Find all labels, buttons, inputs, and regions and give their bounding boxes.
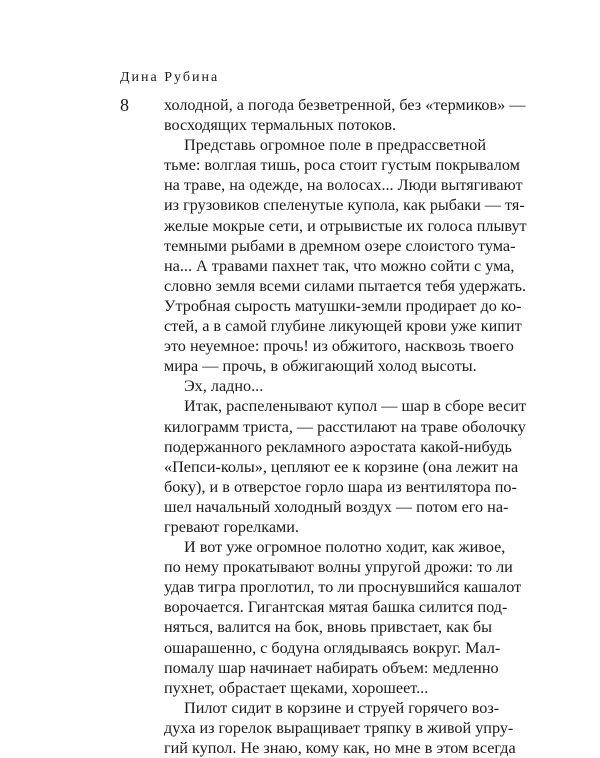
text-line: килограмм триста, — расстилают на траве оболочку	[164, 417, 526, 436]
text-line: гий купол. Не знаю, кому как, но мне в этом всегда	[164, 739, 516, 757]
text-line: словно земля всеми силами пытается тебя удержать.	[164, 276, 527, 295]
text-line: ворочается. Гигантская мятая башка силится под-	[164, 598, 508, 617]
text-line: удав тигра проглотил, то ли проснувшийся кашалот	[164, 578, 522, 597]
text-line: подержанного рекламного аэростата какой-нибудь	[164, 437, 512, 456]
text-line: на траве, на одежде, на волосах... Люди вытягивают	[164, 176, 523, 195]
text-line: помалу шар начинает набирать объем: медленно	[164, 658, 499, 677]
text-line: это неуемное: прочь! из обжитого, насквозь твоего	[164, 337, 514, 356]
running-head-author: Дина Рубина	[120, 70, 220, 85]
text-line: холодной, а погода безветренной, без «термиков» —	[164, 96, 526, 114]
body-text	[164, 95, 527, 758]
text-line: по нему прокатывают волны упругой дрожи: то ли	[164, 558, 513, 577]
text-line: няться, валится на бок, вновь привстает, как бы	[164, 618, 492, 637]
text-line: Эх, ладно...	[184, 377, 264, 396]
text-line: мира — прочь, в обжигающий холод высоты.	[164, 357, 477, 376]
text-line: желые мокрые сети, и отрывистые их голоса плывут	[164, 216, 527, 235]
text-line: шел начальный холодный воздух — потом его на-	[164, 497, 509, 516]
text-line: И вот уже огромное полотно ходит, как живое,	[184, 538, 506, 557]
text-line: пухнет, обрастает щеками, хорошеет...	[164, 678, 429, 697]
text-line: Пилот сидит в корзине и струей горячего воз-	[184, 698, 500, 717]
text-line: из грузовиков спеленутые купола, как рыбаки — тя-	[164, 196, 525, 215]
text-line: духа из горелок выращивает тряпку в живой упру-	[164, 718, 514, 737]
text-line: «Пепси-колы», цепляют ее к корзине (она лежит на	[164, 457, 519, 476]
text-line: темными рыбами в дремном озере слоистого тума-	[164, 236, 516, 255]
text-line: Представь огромное поле в предрассветной	[184, 136, 486, 155]
text-line: гревают горелками.	[164, 517, 299, 536]
text-line: Итак, распеленывают купол — шар в сборе весит	[184, 397, 527, 416]
text-line: стей, а в самой глубине ликующей крови уже кипит	[164, 317, 522, 336]
text-line: восходящих термальных потоков.	[164, 116, 397, 135]
text-line: боку), и в отверстое горло шара из вентилятора по-	[164, 477, 517, 496]
text-line: на... А травами пахнет так, что можно сойти с ума,	[164, 256, 515, 275]
text-line: Утробная сырость матушки-земли продирает до ко-	[164, 296, 522, 315]
page-number: 8	[120, 95, 129, 115]
text-line: тьме: волглая тишь, роса стоит густым покрывалом	[164, 156, 520, 175]
text-line: ошарашенно, с бодуна оглядываясь вокруг. Мал-	[164, 638, 501, 657]
